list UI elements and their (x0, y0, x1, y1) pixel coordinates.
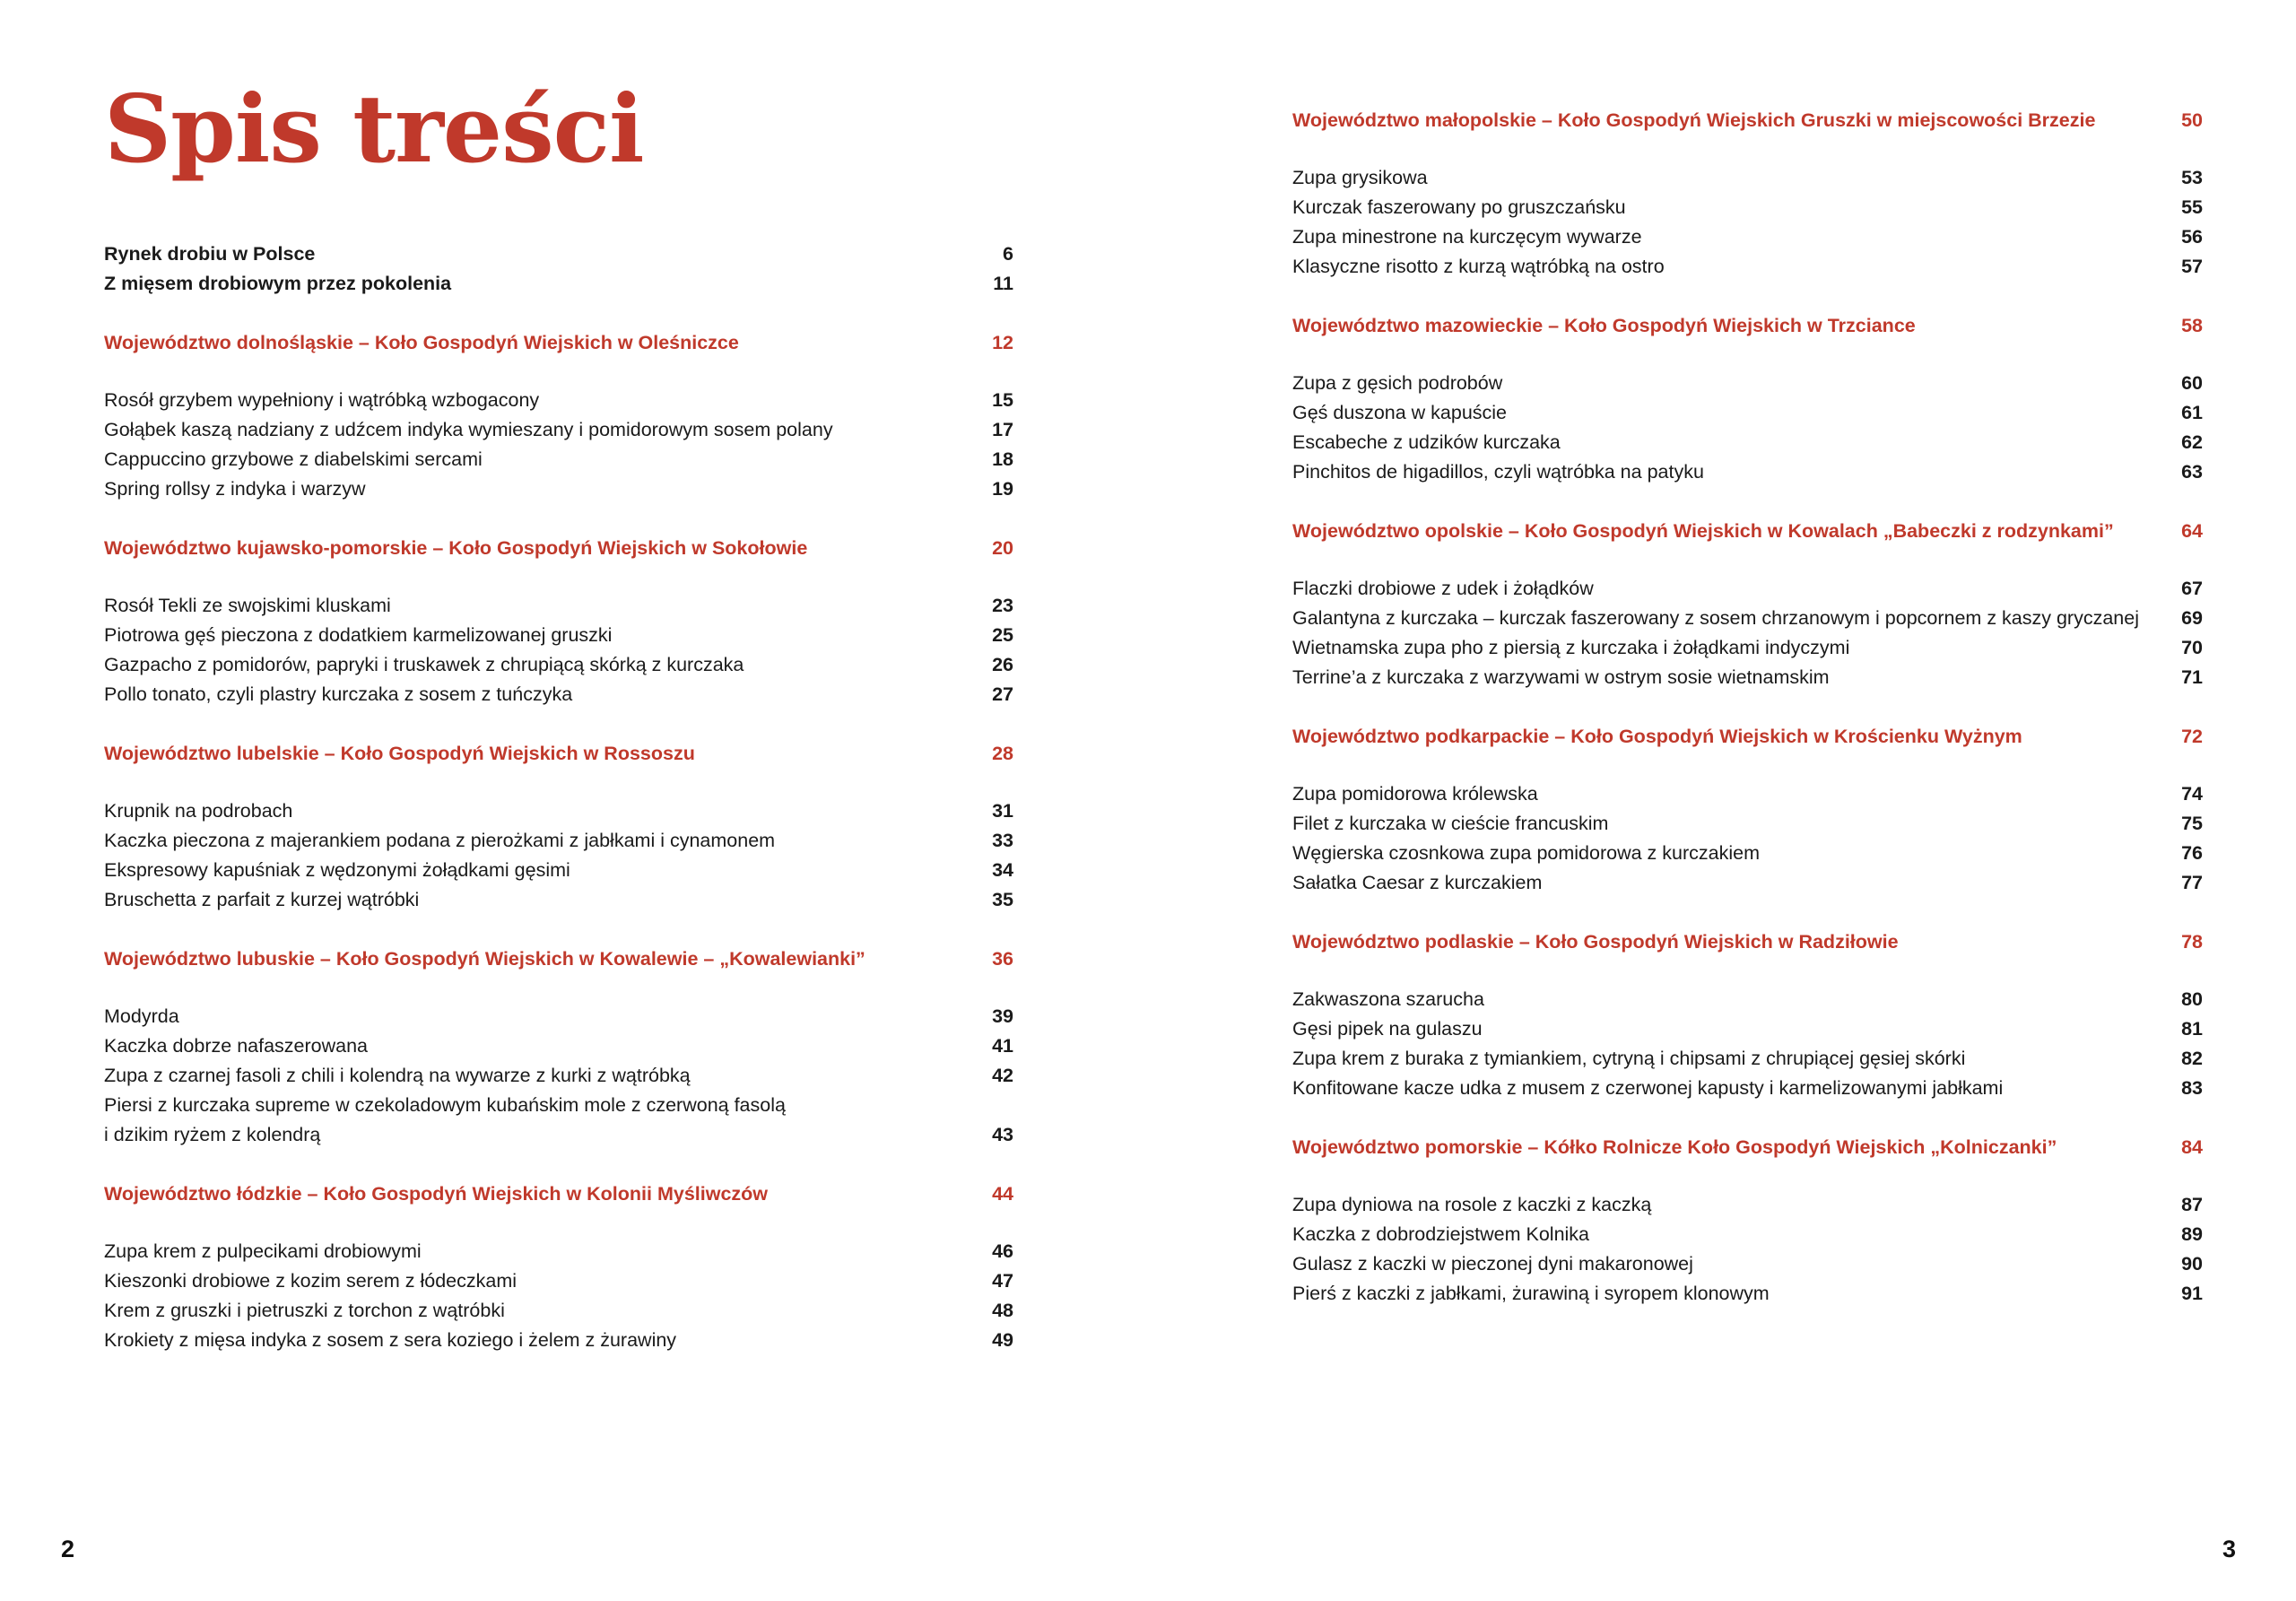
toc-entry-label: Kaczka dobrze nafaszerowana (104, 1035, 369, 1057)
toc-entry[interactable] (104, 796, 1013, 826)
toc-entry[interactable] (1292, 663, 2203, 692)
section-heading-page: 78 (2181, 931, 2203, 953)
toc-entry-label: Zupa minestrone na kurczęcym wywarze (1292, 226, 1642, 248)
toc-entry-label: Pollo tonato, czyli plastry kurczaka z sosem z tuńczyka (104, 683, 573, 705)
toc-entry[interactable] (1292, 868, 2203, 898)
toc-entry-label: Krupnik na podrobach (104, 800, 293, 822)
toc-entry-page: 39 (992, 1005, 1013, 1027)
section-heading-page: 50 (2181, 109, 2203, 131)
toc-entry-page: 11 (993, 273, 1013, 294)
toc-entry-page: 35 (992, 889, 1013, 910)
toc-entry[interactable] (104, 386, 1013, 415)
toc-entry[interactable] (104, 1296, 1013, 1326)
toc-entry-page: 48 (992, 1300, 1013, 1321)
toc-entry-page: 61 (2181, 402, 2203, 423)
toc-entry[interactable] (1292, 369, 2203, 398)
toc-entry[interactable] (104, 885, 1013, 915)
toc-entry[interactable] (104, 680, 1013, 709)
toc-entry-page: 87 (2181, 1194, 2203, 1215)
toc-entry-label: Gazpacho z pomidorów, papryki i truskawek z chrupiącą skórką z kurczaka (104, 654, 744, 675)
toc-entry[interactable] (1292, 1249, 2203, 1279)
toc-entry[interactable] (1292, 574, 2203, 604)
toc-entry-label-line2: i dzikim ryżem z kolendrą (104, 1124, 321, 1145)
toc-entry-label: Filet z kurczaka w cieście francuskim (1292, 813, 1609, 834)
toc-section-heading[interactable] (104, 944, 1013, 974)
toc-entry[interactable] (1292, 193, 2203, 222)
toc-entry-page: 19 (992, 478, 1013, 500)
toc-entry-label: Zupa z czarnej fasoli z chili i kolendrą na wywarze z kurki z wątróbką (104, 1065, 691, 1086)
toc-entry-page: 91 (2181, 1283, 2203, 1304)
toc-entry-label: Krem z gruszki i pietruszki z torchon z wątróbki (104, 1300, 505, 1321)
toc-entry-page: 90 (2181, 1253, 2203, 1275)
toc-entry[interactable] (104, 1031, 1013, 1061)
section-heading-page: 20 (992, 537, 1013, 559)
toc-entry-label: Kieszonki drobiowe z kozim serem z łódeczkami (104, 1270, 517, 1292)
toc-entry-label: Escabeche z udzików kurczaka (1292, 431, 1561, 453)
toc-entry[interactable] (104, 1266, 1013, 1296)
toc-entry-page: 75 (2181, 813, 2203, 834)
toc-entry-page: 77 (2181, 872, 2203, 893)
toc-entry-page: 60 (2181, 372, 2203, 394)
toc-entry-page: 25 (992, 624, 1013, 646)
toc-entry[interactable] (1292, 985, 2203, 1014)
toc-section-heading[interactable] (1292, 722, 2203, 752)
toc-entry[interactable] (104, 826, 1013, 856)
toc-entry-page: 23 (992, 595, 1013, 616)
toc-entry-label: Zupa dyniowa na rosole z kaczki z kaczką (1292, 1194, 1652, 1215)
toc-entry-page: 17 (992, 419, 1013, 440)
toc-entry-page: 82 (2181, 1048, 2203, 1069)
toc-left-column (104, 239, 1013, 1385)
toc-entry-label: Gęsi pipek na gulaszu (1292, 1018, 1483, 1040)
toc-entry-page: 67 (2181, 578, 2203, 599)
toc-entry-label: Z mięsem drobiowym przez pokolenia (104, 273, 452, 294)
toc-section-heading[interactable] (1292, 1133, 2203, 1162)
toc-entry[interactable] (104, 591, 1013, 621)
toc-entry-page: 31 (992, 800, 1013, 822)
toc-entry-label: Kurczak faszerowany po gruszczańsku (1292, 196, 1626, 218)
toc-entry[interactable] (1292, 1220, 2203, 1249)
toc-section (1292, 927, 2203, 1103)
toc-entry-label: Spring rollsy z indyka i warzyw (104, 478, 366, 500)
page-number-left: 2 (61, 1536, 75, 1562)
toc-section (104, 534, 1013, 709)
toc-entry[interactable] (1292, 779, 2203, 809)
section-heading-page: 58 (2181, 315, 2203, 336)
toc-entry[interactable] (1292, 809, 2203, 839)
toc-entry[interactable] (1292, 1279, 2203, 1309)
section-heading-label: Województwo lubelskie – Koło Gospodyń Wiejskich w Rossoszu (104, 743, 695, 764)
toc-entry[interactable] (1292, 839, 2203, 868)
toc-entry-label: Zupa krem z pulpecikami drobiowymi (104, 1240, 422, 1262)
toc-entry[interactable] (1292, 163, 2203, 193)
toc-section (1292, 311, 2203, 487)
toc-section (1292, 106, 2203, 282)
toc-entry[interactable] (104, 1237, 1013, 1266)
toc-entry-page: 56 (2181, 226, 2203, 248)
toc-section-heading[interactable] (1292, 311, 2203, 341)
toc-entry-page: 33 (992, 830, 1013, 851)
toc-entry-label: Wietnamska zupa pho z piersią z kurczaka i żołądkami indyczymi (1292, 637, 1850, 658)
toc-entry-label: Sałatka Caesar z kurczakiem (1292, 872, 1543, 893)
toc-entry-page: 46 (992, 1240, 1013, 1262)
toc-entry-label: Zakwaszona szarucha (1292, 988, 1484, 1010)
toc-entry[interactable] (1292, 398, 2203, 428)
toc-entry-label: Klasyczne risotto z kurzą wątróbką na ostro (1292, 256, 1665, 277)
toc-entry-page: 69 (2181, 607, 2203, 629)
toc-entry-page: 49 (992, 1329, 1013, 1351)
toc-entry-label: Gęś duszona w kapuście (1292, 402, 1508, 423)
toc-entry-page: 74 (2181, 783, 2203, 805)
section-heading-page: 84 (2181, 1136, 2203, 1158)
toc-section-heading[interactable] (1292, 927, 2203, 957)
toc-entry-label: Cappuccino grzybowe z diabelskimi sercami (104, 448, 483, 470)
toc-entry-page: 70 (2181, 637, 2203, 658)
toc-entry[interactable] (104, 239, 1013, 269)
toc-section-heading[interactable] (1292, 517, 2203, 546)
toc-entry-label: Konfitowane kacze udka z musem z czerwonej kapusty i karmelizowanymi jabłkami (1292, 1077, 2004, 1099)
toc-entry-page: 89 (2181, 1223, 2203, 1245)
toc-entry-page: 18 (992, 448, 1013, 470)
toc-entry-label: Kaczka pieczona z majerankiem podana z pierożkami z jabłkami i cynamonem (104, 830, 776, 851)
section-heading-page: 28 (992, 743, 1013, 764)
toc-entry[interactable] (1292, 633, 2203, 663)
toc-entry[interactable] (104, 1002, 1013, 1031)
toc-entry-page: 34 (992, 859, 1013, 881)
toc-entry-label: Zupa krem z buraka z tymiankiem, cytryną i chipsami z chrupiącej gęsiej skórki (1292, 1048, 1966, 1069)
section-heading-label: Województwo kujawsko-pomorskie – Koło Gospodyń Wiejskich w Sokołowie (104, 537, 808, 559)
toc-entry[interactable] (104, 621, 1013, 650)
toc-right-column (1292, 106, 2203, 1338)
section-heading-label: Województwo lubuskie – Koło Gospodyń Wiejskich w Kowalewie – „Kowalewianki” (104, 948, 865, 970)
toc-entry-page: 41 (992, 1035, 1013, 1057)
toc-entry-page: 57 (2181, 256, 2203, 277)
toc-entry-label: Flaczki drobiowe z udek i żołądków (1292, 578, 1594, 599)
toc-entry-label: Węgierska czosnkowa zupa pomidorowa z kurczakiem (1292, 842, 1760, 864)
toc-entry-page: 80 (2181, 988, 2203, 1010)
toc-entry-page: 15 (992, 389, 1013, 411)
toc-section (1292, 517, 2203, 692)
toc-entry-page: 26 (992, 654, 1013, 675)
section-heading-label: Województwo dolnośląskie – Koło Gospodyń Wiejskich w Oleśniczce (104, 332, 739, 353)
toc-entry-label: Gołąbek kaszą nadziany z udźcem indyka wymieszany i pomidorowym sosem polany (104, 419, 833, 440)
toc-entry[interactable] (104, 415, 1013, 445)
section-heading-label: Województwo małopolskie – Koło Gospodyń Wiejskich Gruszki w miejscowości Brzezie (1292, 109, 2096, 131)
toc-entry[interactable] (104, 474, 1013, 504)
toc-entry-label: Rynek drobiu w Polsce (104, 243, 316, 265)
toc-section (104, 944, 1013, 1150)
toc-entry-page: 43 (992, 1124, 1013, 1145)
page-title: Spis treści (104, 74, 644, 184)
toc-entry-label: Terrine’a z kurczaka z warzywami w ostrym sosie wietnamskim (1292, 666, 1830, 688)
toc-entry[interactable] (1292, 457, 2203, 487)
toc-entry-page: 47 (992, 1270, 1013, 1292)
section-heading-label: Województwo podkarpackie – Koło Gospodyń Wiejskich w Krościenku Wyżnym (1292, 726, 2022, 747)
toc-section-heading[interactable] (1292, 106, 2203, 135)
toc-entry-label: Piotrowa gęś pieczona z dodatkiem karmelizowanej gruszki (104, 624, 613, 646)
toc-entry[interactable] (1292, 1190, 2203, 1220)
toc-entry-page: 53 (2181, 167, 2203, 188)
toc-section-heading[interactable] (104, 739, 1013, 769)
toc-entry-label: Kaczka z dobrodziejstwem Kolnika (1292, 1223, 1590, 1245)
toc-entry-label: Pierś z kaczki z jabłkami, żurawiną i syropem klonowym (1292, 1283, 1770, 1304)
toc-section-heading[interactable] (104, 1179, 1013, 1209)
section-heading-page: 36 (992, 948, 1013, 970)
toc-entry-page: 27 (992, 683, 1013, 705)
toc-section (1292, 1133, 2203, 1309)
toc-entry[interactable] (104, 269, 1013, 299)
toc-entry-multiline[interactable] (104, 1091, 1013, 1150)
toc-entry-page: 81 (2181, 1018, 2203, 1040)
section-heading-page: 64 (2181, 520, 2203, 542)
toc-entry-label: Galantyna z kurczaka – kurczak faszerowany z sosem chrzanowym i popcornem z kaszy gryczanej (1292, 607, 2139, 629)
toc-entry[interactable] (104, 650, 1013, 680)
section-heading-label: Województwo opolskie – Koło Gospodyń Wiejskich w Kowalach „Babeczki z rodzynkami” (1292, 520, 2114, 542)
section-heading-label: Województwo pomorskie – Kółko Rolnicze Koło Gospodyń Wiejskich „Kolniczanki” (1292, 1136, 2057, 1158)
toc-entry-page: 62 (2181, 431, 2203, 453)
toc-entry-label: Rosół grzybem wypełniony i wątróbką wzbogacony (104, 389, 540, 411)
section-heading-page: 44 (992, 1183, 1013, 1205)
toc-entry-page: 42 (992, 1065, 1013, 1086)
toc-entry-page: 83 (2181, 1077, 2203, 1099)
toc-entry[interactable] (104, 1326, 1013, 1355)
toc-entry[interactable] (1292, 1014, 2203, 1044)
toc-entry-page: 55 (2181, 196, 2203, 218)
toc-intro-group (104, 239, 1013, 299)
toc-entry-label: Ekspresowy kapuśniak z wędzonymi żołądkami gęsimi (104, 859, 570, 881)
section-heading-label: Województwo podlaskie – Koło Gospodyń Wiejskich w Radziłowie (1292, 931, 1899, 953)
toc-entry[interactable] (1292, 1074, 2203, 1103)
toc-entry-label-line1: Piersi z kurczaka supreme w czekoladowym kubańskim mole z czerwoną fasolą (104, 1094, 786, 1116)
toc-entry-label: Gulasz z kaczki w pieczonej dyni makaronowej (1292, 1253, 1693, 1275)
section-heading-label: Województwo łódzkie – Koło Gospodyń Wiejskich w Kolonii Myśliwczów (104, 1183, 769, 1205)
toc-entry-page: 6 (1003, 243, 1013, 265)
toc-entry-page: 63 (2181, 461, 2203, 483)
section-heading-page: 12 (992, 332, 1013, 353)
toc-entry[interactable] (1292, 222, 2203, 252)
toc-entry-label: Zupa z gęsich podrobów (1292, 372, 1503, 394)
toc-entry-page: 76 (2181, 842, 2203, 864)
toc-entry[interactable] (104, 1061, 1013, 1091)
section-heading-page: 72 (2181, 726, 2203, 747)
toc-entry[interactable] (1292, 1044, 2203, 1074)
toc-entry-label: Zupa grysikowa (1292, 167, 1428, 188)
toc-entry[interactable] (104, 445, 1013, 474)
toc-entry-label: Bruschetta z parfait z kurzej wątróbki (104, 889, 420, 910)
toc-section (104, 328, 1013, 504)
toc-entry-label: Pinchitos de higadillos, czyli wątróbka na patyku (1292, 461, 1704, 483)
page-number-right: 3 (2222, 1536, 2237, 1562)
toc-entry[interactable] (1292, 252, 2203, 282)
toc-entry[interactable] (1292, 428, 2203, 457)
toc-section-heading[interactable] (104, 328, 1013, 358)
toc-entry-label: Rosół Tekli ze swojskimi kluskami (104, 595, 391, 616)
toc-entry-label: Zupa pomidorowa królewska (1292, 783, 1538, 805)
toc-section (104, 739, 1013, 915)
toc-entry-label: Modyrda (104, 1005, 179, 1027)
toc-entry[interactable] (104, 856, 1013, 885)
toc-section (104, 1179, 1013, 1355)
toc-entry-label: Krokiety z mięsa indyka z sosem z sera koziego i żelem z żurawiny (104, 1329, 677, 1351)
toc-entry[interactable] (1292, 604, 2203, 633)
toc-section-heading[interactable] (104, 534, 1013, 563)
section-heading-label: Województwo mazowieckie – Koło Gospodyń Wiejskich w Trzciance (1292, 315, 1916, 336)
toc-section (1292, 722, 2203, 898)
toc-entry-page: 71 (2181, 666, 2203, 688)
